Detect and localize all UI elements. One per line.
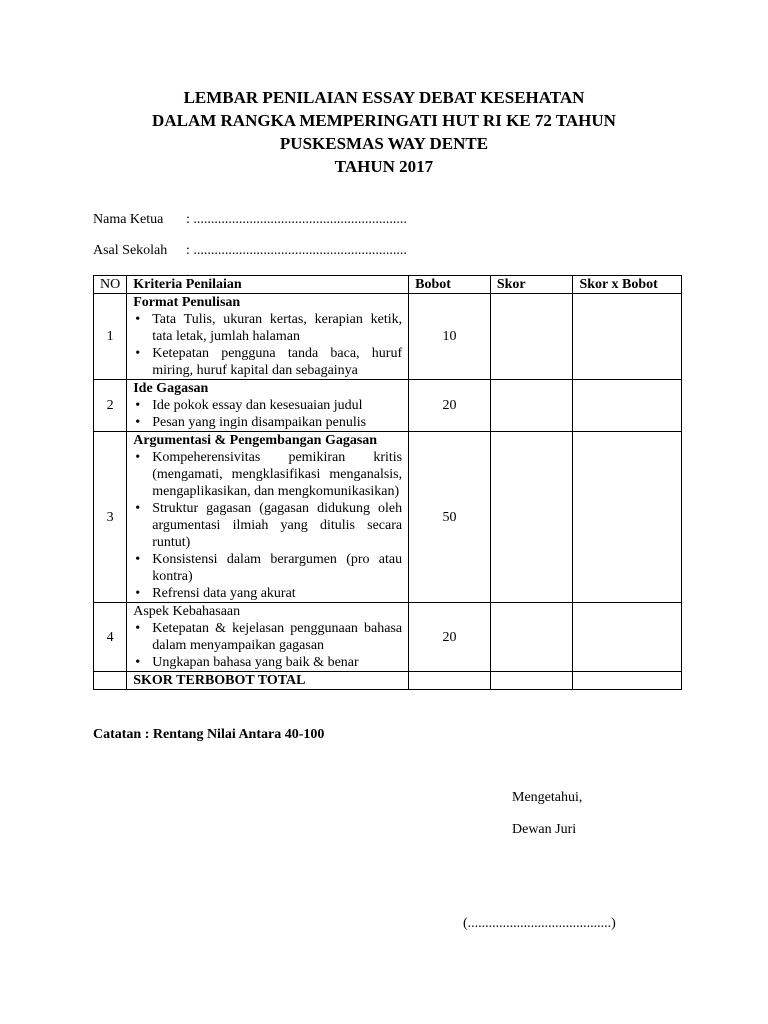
row-no: 3: [94, 432, 127, 603]
nama-ketua-value: : .............................................................: [186, 212, 407, 227]
list-item: • Kompeherensivitas pemikiran kritis (mengamati, mengklasifikasi menganalsis, mengaplikasikan, dan mengkomunikasikan): [135, 450, 403, 499]
bullet-icon: •: [135, 312, 141, 327]
criteria-title: Aspek Kebahasaan: [133, 604, 241, 619]
asal-sekolah-label: Asal Sekolah: [93, 243, 168, 258]
total-bobot-cell: [409, 672, 491, 690]
header-skor: Skor: [490, 276, 573, 294]
title-line-4: TAHUN 2017: [334, 157, 434, 176]
table-row: [94, 432, 682, 603]
dewan-juri-label: Dewan Juri: [512, 822, 577, 837]
row-skor-bobot-cell[interactable]: [573, 380, 682, 432]
row-criteria: [127, 294, 409, 380]
row-criteria: [127, 603, 409, 672]
row-no: 2: [94, 380, 127, 432]
row-skor-cell[interactable]: [490, 432, 573, 603]
list-item: • Refrensi data yang akurat: [135, 586, 296, 601]
nama-ketua-field[interactable]: [93, 212, 407, 228]
list-item: • Struktur gagasan (gagasan didukung oleh argumentasi ilmiah yang ditulis secara runtut): [135, 501, 403, 550]
list-item: • Pesan yang ingin disampaikan penulis: [135, 415, 367, 430]
row-no: 1: [94, 294, 127, 380]
criteria-title: Argumentasi & Pengembangan Gagasan: [133, 433, 378, 448]
row-skor-bobot-cell[interactable]: [573, 603, 682, 672]
header-kriteria: Kriteria Penilaian: [127, 276, 409, 294]
title-line-2: DALAM RANGKA MEMPERINGATI HUT RI KE 72 TAHUN: [152, 111, 616, 130]
row-skor-bobot-cell[interactable]: [573, 432, 682, 603]
criteria-list: [133, 449, 402, 602]
table-row: [94, 603, 682, 672]
bullet-icon: •: [135, 501, 141, 516]
document-title: [0, 86, 768, 178]
header-no: NO: [94, 276, 127, 294]
table-row: [94, 380, 682, 432]
nama-ketua-label: Nama Ketua: [93, 212, 164, 227]
table-header-row: [94, 276, 682, 294]
asal-sekolah-value: : .............................................................: [186, 243, 407, 258]
criteria-list: [133, 397, 402, 431]
criteria-title: Ide Gagasan: [133, 381, 209, 396]
row-bobot: 10: [409, 294, 491, 380]
title-line-1: LEMBAR PENILAIAN ESSAY DEBAT KESEHATAN: [183, 88, 585, 107]
total-label: SKOR TERBOBOT TOTAL: [127, 672, 409, 690]
bullet-icon: •: [135, 450, 141, 465]
total-row: [94, 672, 682, 690]
row-skor-cell[interactable]: [490, 380, 573, 432]
note: Catatan : Rentang Nilai Antara 40-100: [93, 727, 325, 742]
list-item: • Ide pokok essay dan kesesuaian judul: [135, 398, 363, 413]
list-item: • Ungkapan bahasa yang baik & benar: [135, 655, 359, 670]
list-item: • Ketepatan & kejelasan penggunaan bahasa dalam menyampaikan gagasan: [135, 621, 403, 653]
bullet-icon: •: [135, 655, 141, 670]
bullet-icon: •: [135, 415, 141, 430]
total-skor-bobot-cell[interactable]: [573, 672, 682, 690]
total-no-cell: [94, 672, 127, 690]
total-skor-cell[interactable]: [490, 672, 573, 690]
bullet-icon: •: [135, 552, 141, 567]
criteria-list: [133, 311, 402, 379]
row-bobot: 50: [409, 432, 491, 603]
bullet-icon: •: [135, 346, 141, 361]
header-bobot: Bobot: [409, 276, 491, 294]
row-skor-cell[interactable]: [490, 294, 573, 380]
assessment-table: [93, 275, 682, 690]
row-criteria: [127, 432, 409, 603]
list-item: • Konsistensi dalam berargumen (pro atau kontra): [135, 552, 403, 584]
asal-sekolah-field[interactable]: [93, 243, 407, 259]
list-item: • Tata Tulis, ukuran kertas, kerapian ketik, tata letak, jumlah halaman: [135, 312, 403, 344]
criteria-title: Format Penulisan: [133, 295, 241, 310]
row-bobot: 20: [409, 380, 491, 432]
list-item: • Ketepatan pengguna tanda baca, huruf miring, huruf kapital dan sebagainya: [135, 346, 403, 378]
mengetahui-label: Mengetahui,: [512, 790, 583, 805]
row-skor-bobot-cell[interactable]: [573, 294, 682, 380]
row-no: 4: [94, 603, 127, 672]
row-bobot: 20: [409, 603, 491, 672]
title-line-3: PUSKESMAS WAY DENTE: [279, 134, 489, 153]
bullet-icon: •: [135, 398, 141, 413]
row-criteria: [127, 380, 409, 432]
table-row: [94, 294, 682, 380]
bullet-icon: •: [135, 586, 141, 601]
header-skor-bobot: Skor x Bobot: [573, 276, 682, 294]
bullet-icon: •: [135, 621, 141, 636]
criteria-list: [133, 620, 402, 671]
signature-blank[interactable]: (.........................................): [463, 916, 616, 931]
row-skor-cell[interactable]: [490, 603, 573, 672]
